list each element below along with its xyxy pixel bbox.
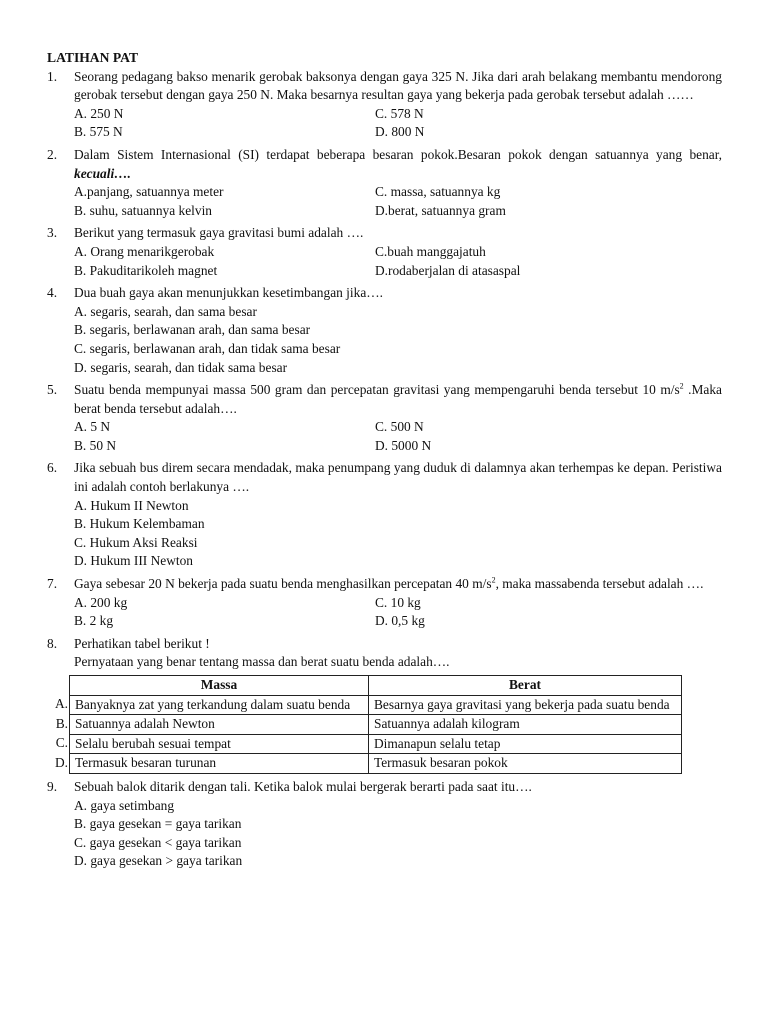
question-stem: Sebuah balok ditarik dengan tali. Ketika balok mulai bergerak berarti pada saat itu….: [74, 778, 532, 794]
table-row: [54, 715, 682, 735]
cell-massa: Selalu berubah sesuai tempat: [70, 734, 369, 754]
option-a: A. 200 kg: [74, 594, 128, 610]
option-d: D.rodaberjalan di atasaspal: [375, 262, 521, 278]
option-b: B. 50 N: [74, 437, 117, 453]
question-number: 2.: [47, 146, 58, 162]
page-title: LATIHAN PAT: [47, 50, 139, 65]
question-4: [47, 284, 722, 377]
table-row: [54, 695, 682, 715]
question-stem-tail: , maka massabenda tersebut adalah ….: [495, 576, 704, 592]
answer-options: [74, 243, 722, 280]
answer-options: [74, 418, 722, 455]
option-c: C. Hukum Aksi Reaksi: [74, 534, 198, 550]
table-header-row: [54, 676, 682, 696]
question-stem: [74, 381, 722, 418]
superscript: 2: [491, 575, 496, 585]
question-number: 9.: [47, 778, 58, 794]
question-number: 3.: [47, 225, 58, 241]
question-stem-tail: .Maka berat benda tersebut adalah….: [74, 382, 722, 416]
option-d: D. segaris, searah, dan tidak sama besar: [74, 359, 288, 375]
option-d: D. 5000 N: [375, 437, 432, 453]
header-massa: Massa: [70, 676, 369, 696]
option-b: B. 2 kg: [74, 613, 114, 629]
question-stem-2: Pernyataan yang benar tentang massa dan berat suatu benda adalah….: [74, 654, 450, 670]
option-a: A. 250 N: [74, 105, 124, 121]
cell-massa: Termasuk besaran turunan: [70, 754, 369, 774]
option-b: B. segaris, berlawanan arah, dan sama besar: [74, 322, 311, 338]
option-c: C. 10 kg: [375, 594, 421, 610]
question-stem: Perhatikan tabel berikut !: [74, 635, 210, 651]
option-a: A. segaris, searah, dan sama besar: [74, 303, 257, 319]
option-d: D. 0,5 kg: [375, 613, 425, 629]
option-a: A.panjang, satuannya meter: [74, 184, 224, 200]
question-stem: Seorang pedagang bakso menarik gerobak baksonya dengan gaya 325 N. Jika dari arah belakang membantu mendorong gerobak tersebut dengan gaya 250 N. Maka besarnya resultan gaya yang bekerja pada gerobak tersebut adalah ……: [74, 68, 722, 103]
option-c: C. gaya gesekan < gaya tarikan: [74, 834, 242, 850]
row-label: C.: [55, 735, 68, 751]
question-stem: Berikut yang termasuk gaya gravitasi bumi adalah ….: [74, 225, 364, 241]
question-1: [47, 68, 722, 142]
cell-berat: Termasuk besaran pokok: [369, 754, 682, 774]
superscript: 2: [679, 381, 684, 391]
question-number: 1.: [47, 68, 58, 84]
option-b: B. Hukum Kelembaman: [74, 516, 205, 532]
cell-berat: Dimanapun selalu tetap: [369, 734, 682, 754]
option-a: A. Hukum II Newton: [74, 497, 189, 513]
option-c: C. 578 N: [375, 105, 424, 121]
question-stem: Jika sebuah bus direm secara mendadak, maka penumpang yang duduk di dalamnya akan terhempas ke depan. Peristiwa ini adalah contoh berlakunya ….: [74, 460, 722, 495]
cell-berat: Besarnya gaya gravitasi yang bekerja pada suatu benda: [369, 695, 682, 715]
question-stem-text: Dalam Sistem Internasional (SI) terdapat beberapa besaran pokok.Besaran pokok dengan satuannya yang benar,: [74, 146, 722, 162]
question-stem-emphasis: kecuali….: [74, 165, 131, 181]
option-c: C. segaris, berlawanan arah, dan tidak sama besar: [74, 340, 341, 356]
question-7: [47, 575, 722, 631]
table-row: [54, 754, 682, 774]
answer-options: [74, 105, 722, 142]
option-a: A. Orang menarikgerobak: [74, 243, 215, 259]
question-number: 4.: [47, 285, 58, 301]
question-6: [47, 459, 722, 571]
question-5: [47, 381, 722, 455]
option-c: C.buah manggajatuh: [375, 243, 486, 259]
row-label: A.: [54, 696, 68, 712]
cell-berat: Satuannya adalah kilogram: [369, 715, 682, 735]
option-a: A. 5 N: [74, 419, 111, 435]
question-number: 6.: [47, 460, 58, 476]
option-c: C. massa, satuannya kg: [375, 184, 501, 200]
question-3: [47, 224, 722, 280]
question-2: [47, 146, 722, 220]
option-d: D. 800 N: [375, 124, 425, 140]
question-stem: Dua buah gaya akan menunjukkan kesetimbangan jika….: [74, 285, 384, 301]
question-stem: [74, 575, 722, 594]
option-b: B. gaya gesekan = gaya tarikan: [74, 816, 242, 832]
question-stem-text: Suatu benda mempunyai massa 500 gram dan percepatan gravitasi yang mempengaruhi benda tersebut 10 m/s: [74, 382, 680, 398]
question-8: [47, 635, 722, 774]
comparison-table: [54, 675, 682, 774]
question-9: [47, 778, 722, 871]
question-stem: [74, 146, 722, 183]
option-d: D. Hukum III Newton: [74, 553, 194, 569]
option-b: B. Pakuditarikoleh magnet: [74, 262, 218, 278]
question-number: 7.: [47, 576, 58, 592]
option-d: D.berat, satuannya gram: [375, 202, 506, 218]
option-d: D. gaya gesekan > gaya tarikan: [74, 853, 243, 869]
question-stem-text: Gaya sebesar 20 N bekerja pada suatu benda menghasilkan percepatan 40 m/s: [74, 576, 492, 592]
question-number: 8.: [47, 635, 58, 651]
row-label: D.: [54, 754, 68, 770]
answer-options: [74, 183, 722, 220]
row-label: B.: [55, 715, 68, 731]
header-berat: Berat: [369, 676, 682, 696]
option-a: A. gaya setimbang: [74, 797, 175, 813]
cell-massa: Satuannya adalah Newton: [70, 715, 369, 735]
answer-options: [74, 594, 722, 631]
question-number: 5.: [47, 382, 58, 398]
option-c: C. 500 N: [375, 419, 424, 435]
cell-massa: Banyaknya zat yang terkandung dalam suatu benda: [70, 695, 369, 715]
option-b: B. suhu, satuannya kelvin: [74, 202, 212, 218]
table-row: [54, 734, 682, 754]
option-b: B. 575 N: [74, 124, 123, 140]
